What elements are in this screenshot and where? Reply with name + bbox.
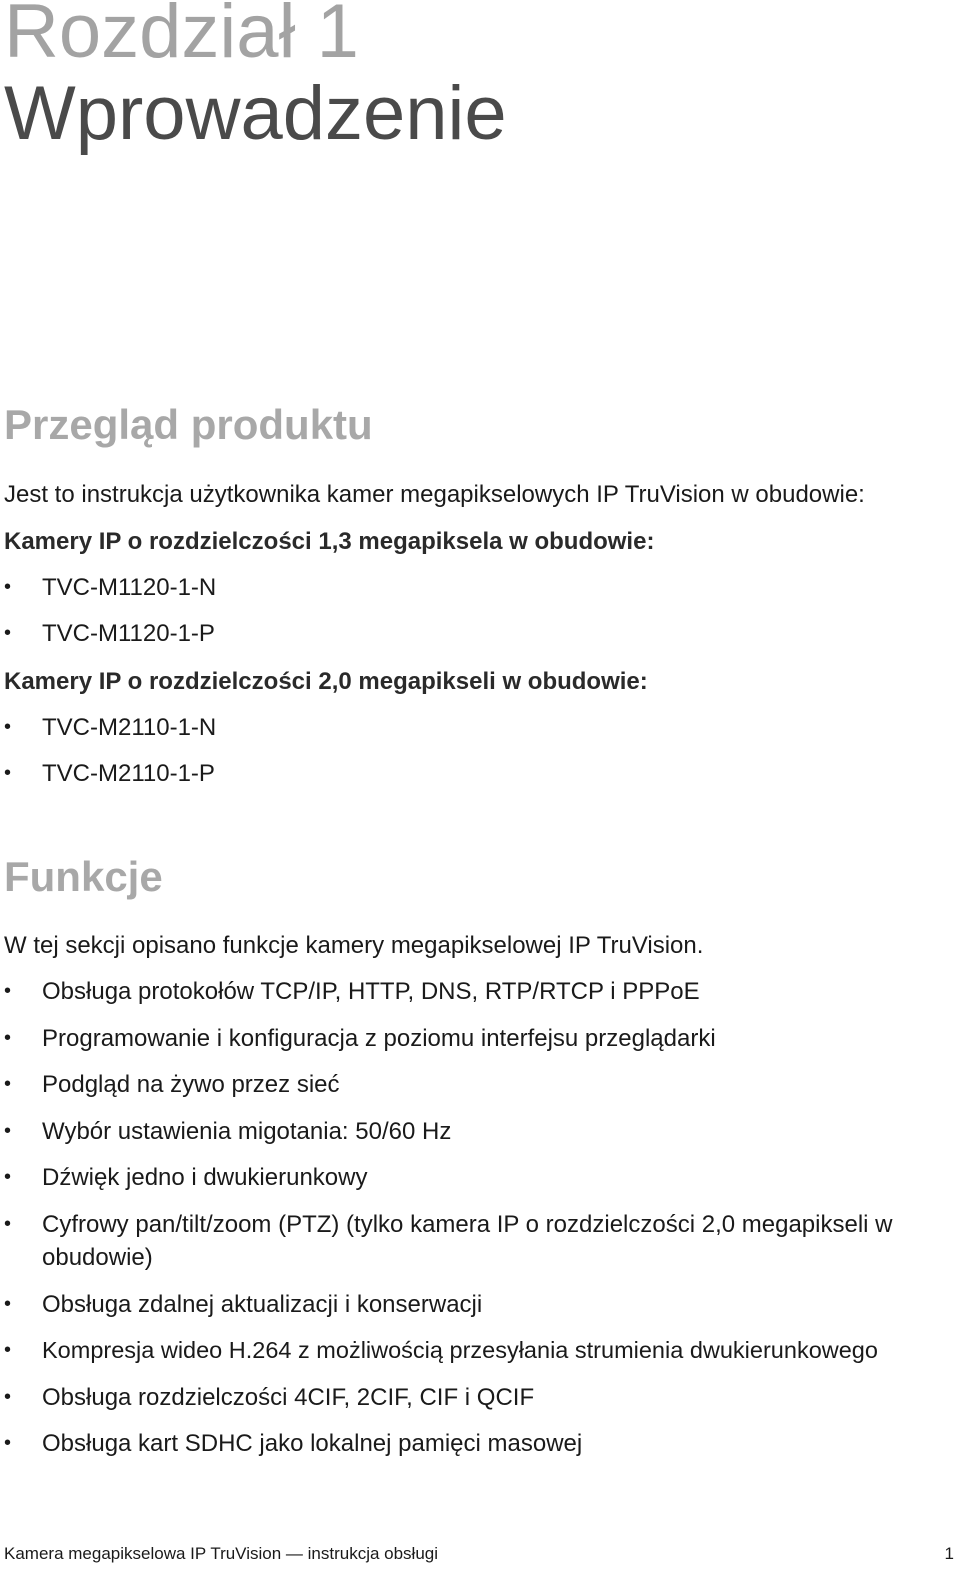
footer-page-number: 1 (944, 1544, 954, 1563)
bullet-icon: • (4, 980, 12, 1002)
section-heading-features: Funkcje (4, 853, 163, 900)
chapter-title: Wprowadzenie (4, 71, 507, 156)
list-item-text: TVC-M2110-1-N (42, 714, 217, 741)
bullet-icon: • (4, 1027, 12, 1049)
list-item-text: TVC-M1120-1-N (42, 574, 217, 601)
bullet-icon: • (4, 1293, 12, 1315)
list-item-text: Podgląd na żywo przez sieć (42, 1071, 340, 1098)
features-intro: W tej sekcji opisano funkcje kamery megapikselowej IP TruVision. (4, 932, 704, 959)
bullet-icon: • (4, 1386, 12, 1408)
overview-intro: Jest to instrukcja użytkownika kamer megapikselowych IP TruVision w obudowie: (4, 481, 865, 508)
bullet-icon: • (4, 576, 12, 598)
bullet-icon: • (4, 762, 12, 784)
bullet-icon: • (4, 1120, 12, 1142)
list-item-text: Obsługa protokołów TCP/IP, HTTP, DNS, RTP/RTCP i PPPoE (42, 978, 700, 1005)
list-item-text: Cyfrowy pan/tilt/zoom (PTZ) (tylko kamera IP o rozdzielczości 2,0 megapikseli w obudowie) (42, 1211, 893, 1271)
chapter-number: Rozdział 1 (4, 0, 359, 74)
bullet-icon: • (4, 1432, 12, 1454)
section-heading-overview: Przegląd produktu (4, 401, 373, 448)
bullet-icon: • (4, 1073, 12, 1095)
list-item-text: Wybór ustawienia migotania: 50/60 Hz (42, 1118, 452, 1145)
list-item-text: Obsługa rozdzielczości 4CIF, 2CIF, CIF i QCIF (42, 1384, 535, 1411)
bullet-icon: • (4, 1213, 12, 1235)
list-item-text: TVC-M2110-1-P (42, 760, 215, 787)
list-item-text: Programowanie i konfiguracja z poziomu interfejsu przeglądarki (42, 1025, 716, 1052)
bullet-icon: • (4, 622, 12, 644)
list-item-text: Dźwięk jedno i dwukierunkowy (42, 1164, 368, 1191)
bullet-icon: • (4, 1339, 12, 1361)
group2-title: Kamery IP o rozdzielczości 2,0 megapikseli w obudowie: (4, 668, 648, 695)
footer-doc-title: Kamera megapikselowa IP TruVision — instrukcja obsługi (4, 1544, 439, 1563)
group1-title: Kamery IP o rozdzielczości 1,3 megapiksela w obudowie: (4, 528, 655, 555)
bullet-icon: • (4, 716, 12, 738)
list-item-text: Obsługa kart SDHC jako lokalnej pamięci masowej (42, 1430, 583, 1457)
list-item-text: Kompresja wideo H.264 z możliwością przesyłania strumienia dwukierunkowego (42, 1337, 878, 1363)
list-item-text: Obsługa zdalnej aktualizacji i konserwacji (42, 1291, 483, 1318)
list-item-text: TVC-M1120-1-P (42, 620, 215, 647)
bullet-icon: • (4, 1166, 12, 1188)
